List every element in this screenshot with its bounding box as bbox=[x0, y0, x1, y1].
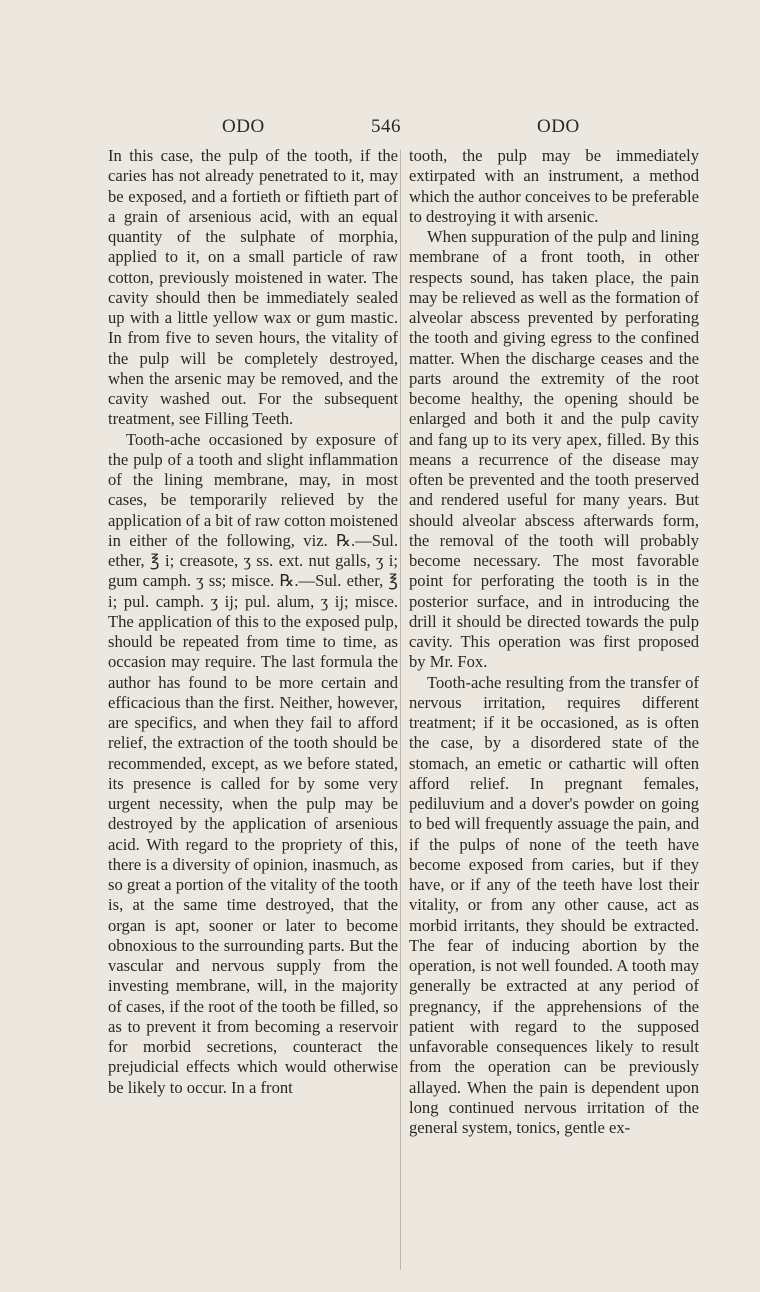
paragraph: tooth, the pulp may be immediately extirpated with an instrument, a method which the author conceives to be preferable to destroying it with arsenic. bbox=[409, 146, 699, 226]
paragraph: In this case, the pulp of the tooth, if the caries has not already penetrated to it, may be exposed, and a fortieth or fiftieth part of a grain of arsenious acid, with an equal quantity of the sulphate of morphia, applied to it, on a small particle of raw cotton, previously moistened in water. The cavity should then be immediately sealed up with a little yellow wax or gum mastic. In from five to seven hours, the vitality of the pulp will be completely destroyed, when the arsenic may be removed, and the cavity washed out. For the subsequent treatment, see Filling Teeth. bbox=[108, 146, 398, 429]
paragraph: When suppuration of the pulp and lining membrane of a front tooth, in other respects sound, has taken place, the pain may be relieved as well as the formation of alveolar abscess prevented by perforating the tooth and giving egress to the confined matter. When the discharge ceases and the parts around the extremity of the root become healthy, the opening should be enlarged and both it and the pulp cavity and fang up to its very apex, filled. By this means a recurrence of the disease may often be prevented and the tooth preserved and rendered useful for many years. But should alveolar abscess afterwards form, the removal of the tooth will probably become necessary. The most favorable point for perforating the tooth is in the posterior surface, and in introducing the drill it should be directed towards the pulp cavity. This operation was first proposed by Mr. Fox. bbox=[409, 227, 699, 672]
page-number: 546 bbox=[371, 116, 401, 137]
left-column bbox=[108, 146, 398, 1098]
column-divider bbox=[400, 150, 401, 1270]
right-column bbox=[409, 146, 699, 1138]
running-header bbox=[200, 116, 600, 140]
header-right-word: ODO bbox=[537, 116, 580, 137]
header-left-word: ODO bbox=[222, 116, 265, 137]
paragraph: Tooth-ache occasioned by exposure of the pulp of a tooth and slight inflammation of the lining membrane, may, in most cases, be temporarily relieved by the application of a bit of raw cotton moistened in either of the following, viz. ℞.—Sul. ether, ℥ i; creasote, ʒ ss. ext. nut galls, ʒ i; gum camph. ʒ ss; misce. ℞.—Sul. ether, ℥ i; pul. camph. ʒ ij; pul. alum, ʒ ij; misce. The application of this to the exposed pulp, should be repeated from time to time, as occasion may require. The last formula the author has found to be more certain and efficacious than the first. Neither, however, are specifics, and when they fail to afford relief, the extraction of the tooth should be recommended, except, as we before stated, its presence is called for by some very urgent necessity, when the pulp may be destroyed by the application of arsenious acid. With regard to the propriety of this, there is a diversity of opinion, inasmuch, as so great a portion of the vitality of the tooth is, at the same time destroyed, that the organ is apt, sooner or later to become obnoxious to the surrounding parts. But the vascular and nervous supply from the investing membrane, will, in the majority of cases, if the root of the tooth be filled, so as to prevent it from becoming a reservoir for morbid secretions, counteract the prejudicial effects which would otherwise be likely to occur. In a front bbox=[108, 429, 398, 1097]
paragraph: Tooth-ache resulting from the transfer of nervous irritation, requires different treatment; if it be occasioned, as is often the case, by a disordered state of the stomach, an emetic or cathartic will often afford relief. In pregnant females, pediluvium and a dover's powder on going to bed will frequently assuage the pain, and if the pulps of none of the teeth have become exposed from caries, but if they have, or if any of the teeth have lost their vitality, or from any other cause, act as morbid irritants, they should be extracted. The fear of inducing abortion by the operation, is not well founded. A tooth may generally be extracted at any period of pregnancy, if the apprehensions of the patient with regard to the supposed unfavorable consequences likely to result from the operation can be previously allayed. When the pain is dependent upon long continued nervous irritation of the general system, tonics, gentle ex- bbox=[409, 672, 699, 1137]
